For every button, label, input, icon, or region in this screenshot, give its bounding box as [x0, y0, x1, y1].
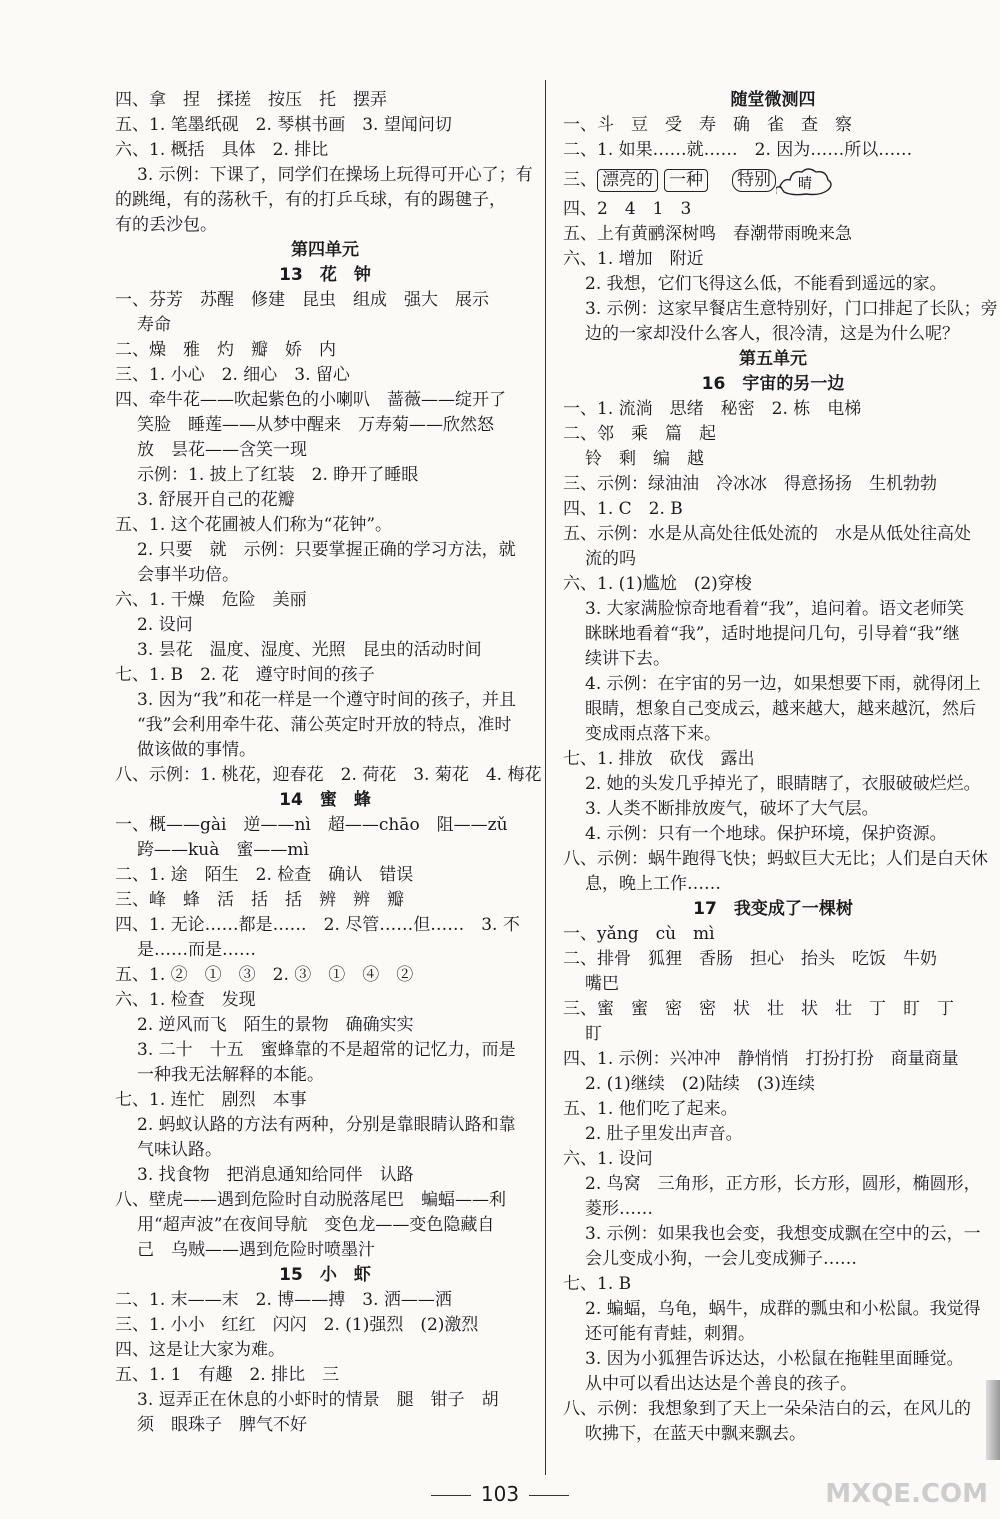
answer-line: 七、1. B: [563, 1274, 632, 1294]
answer-line: 四、1. C 2. B: [563, 499, 683, 519]
answer-line: 2. 逆风而飞 陌生的景物 确确实实: [137, 1015, 414, 1035]
cloud-drawing-icon: [776, 164, 836, 198]
answer-line: 四、拿 捏 揉搓 按压 托 摆弄: [115, 90, 387, 110]
answer-line: 三、1. 小小 红红 闪闪 2. (1)强烈 (2)激烈: [115, 1315, 479, 1335]
section-heading: 13 花 钟: [279, 265, 371, 285]
answer-line: 三、蜜 蜜 密 密 状 壮 状 壮 丁 盯 丁: [563, 999, 954, 1019]
answer-line: 四、1. 无论……都是…… 2. 尽管……但…… 3. 不: [115, 915, 520, 935]
answer-line: 气味认路。: [137, 1140, 222, 1160]
answer-line: 的跳绳，有的荡秋千，有的打乒乓球，有的踢毽子，: [115, 190, 506, 210]
answer-line: 一、yǎng cù mì: [563, 924, 715, 944]
answer-line: 做该做的事情。: [137, 740, 256, 760]
section-heading: 随堂微测四: [730, 90, 816, 110]
answer-line: 4. 示例：只有一个地球。保护环境，保护资源。: [585, 824, 947, 844]
answer-line: 2. 蚂蚁认路的方法有两种，分别是靠眼睛认路和靠: [137, 1115, 516, 1135]
section-heading: 17 我变成了一棵树: [693, 899, 853, 919]
answer-line: 3. 人类不断排放废气，破坏了大气层。: [585, 799, 879, 819]
answer-line: 2. 只要 就 示例：只要掌握正确的学习方法，就: [137, 540, 516, 560]
answer-line: 续讲下去。: [585, 649, 670, 669]
answer-line: 须 眼珠子 脾气不好: [137, 1415, 307, 1435]
answer-line: 八、示例：1. 桃花，迎春花 2. 荷花 3. 菊花 4. 梅花: [115, 765, 542, 785]
answer-line: 从中可以看出达达是个善良的孩子。: [585, 1374, 857, 1394]
boxed-answer: 一种: [664, 169, 708, 192]
answer-line: 八、壁虎——遇到危险时自动脱落尾巴 蝙蝠——利: [115, 1190, 506, 1210]
answer-line: 己 乌贼——遇到危险时喷墨汁: [137, 1240, 375, 1260]
answer-line: 四、这是让大家为难。: [115, 1340, 285, 1360]
answer-line: 三、峰 蜂 活 括 括 辨 辨 瓣: [115, 890, 404, 910]
answer-line: 3. 因为“我”和花一样是一个遵守时间的孩子，并且: [137, 690, 517, 710]
page-edge-mark: [986, 1380, 1000, 1460]
answer-line: 眼睛，想象自己变成云，越来越大，越来越沉，然后: [585, 699, 976, 719]
answer-line: 五、示例：水是从高处往低处流的 水是从低处往高处: [563, 524, 971, 544]
answer-line: 用“超声波”在夜间导航 变色龙——变色隐藏自: [137, 1215, 495, 1235]
answer-line: 2. 她的头发几乎掉光了，眼睛瞎了，衣服破破烂烂。: [585, 774, 981, 794]
answer-line: 3. 昙花 温度、湿度、光照 昆虫的活动时间: [137, 640, 482, 660]
answer-line: 二、1. 如果……就…… 2. 因为……所以……: [563, 140, 913, 160]
answer-line: 二、1. 末——末 2. 博——搏 3. 洒——洒: [115, 1290, 452, 1310]
boxed-answer: 特别: [732, 169, 776, 192]
answer-line: 3. 逗弄正在休息的小虾时的情景 腿 钳子 胡: [137, 1390, 499, 1410]
answer-line: 五、1. 这个花圃被人们称为“花钟”。: [115, 515, 393, 535]
answer-line: 笑脸 睡莲——从梦中醒来 万寿菊——欣然怒: [137, 415, 494, 435]
answer-line: 四、牵牛花——吹起紫色的小喇叭 蔷薇——绽开了: [115, 390, 506, 410]
answer-line: 3. 示例：这家早餐店生意特别好，门口排起了长队；旁: [585, 299, 998, 319]
answer-line: 四、1. 示例：兴冲冲 静悄悄 打扮打扮 商量商量: [563, 1049, 959, 1069]
answer-line: 六、1. 检查 发现: [115, 990, 256, 1010]
answer-line: 3. 舒展开自己的花瓣: [137, 490, 295, 510]
answer-line: 三、1. 小心 2. 细心 3. 留心: [115, 365, 350, 385]
answer-line: 一种我无法解释的本能。: [137, 1065, 324, 1085]
answer-line: 3. 示例：下课了，同学们在操场上玩得可开心了；有: [137, 165, 533, 185]
answer-line: 息，晚上工作……: [585, 874, 721, 894]
answer-line: 七、1. 排放 砍伐 露出: [563, 749, 755, 769]
answer-line: 二、燥 雅 灼 瓣 娇 内: [115, 340, 336, 360]
answer-line: 六、1. 设问: [563, 1149, 653, 1169]
answer-line: “我”会利用牵牛花、蒲公英定时开放的特点，准时: [137, 715, 512, 735]
answer-line: 流的吗: [585, 549, 636, 569]
answer-line: 六、1. (1)尴尬 (2)穿梭: [563, 574, 752, 594]
answer-line: 二、1. 途 陌生 2. 检查 确认 错误: [115, 865, 414, 885]
answer-prefix: 三、: [563, 170, 597, 190]
answer-line: 嘴巴: [585, 974, 619, 994]
answer-line: 四、2 4 1 3: [563, 199, 692, 219]
answer-line: 变成雨点落下来。: [585, 724, 721, 744]
section-heading: 16 宇宙的另一边: [701, 374, 845, 394]
section-heading: 第五单元: [739, 349, 807, 369]
page-number-dash-left: [431, 1495, 471, 1496]
answer-line: 一、斗 豆 受 寿 确 雀 查 察: [563, 115, 852, 135]
answer-line: 七、1. 连忙 剧烈 本事: [115, 1090, 307, 1110]
watermark-logo: MXQE.COM: [825, 1479, 988, 1509]
answer-line: 五、1. 笔墨纸砚 2. 琴棋书画 3. 望闻问切: [115, 115, 452, 135]
answer-line: 菱形……: [585, 1199, 653, 1219]
answer-line: 还可能有青蛙，刺猬。: [585, 1324, 755, 1344]
section-heading: 第四单元: [291, 240, 359, 260]
answer-line: 盯: [585, 1024, 602, 1044]
answer-line: 3. 找食物 把消息通知给同伴 认路: [137, 1165, 414, 1185]
answer-line: 2. 蝙蝠，乌龟，蜗牛，成群的瓢虫和小松鼠。我觉得: [585, 1299, 981, 1319]
section-heading: 14 蜜 蜂: [279, 790, 371, 810]
answer-line: 六、1. 概括 具体 2. 排比: [115, 140, 329, 160]
answer-line: 3. 二十 十五 蜜蜂靠的不是超常的记忆力，而是: [137, 1040, 516, 1060]
answer-line: 吹拂下，在蓝天中飘来飘去。: [585, 1424, 806, 1444]
answer-line: 三、示例：绿油油 冷冰冰 得意扬扬 生机勃勃: [563, 474, 937, 494]
answer-line: 2. 鸟窝 三角形，正方形，长方形，圆形，椭圆形，: [585, 1174, 981, 1194]
answer-line: 七、1. B 2. 花 遵守时间的孩子: [115, 665, 375, 685]
answer-line: 3. 大家满脸惊奇地看着“我”，追问着。语文老师笑: [585, 599, 965, 619]
answer-line: 眯眯地看着“我”，适时地提问几句，引导着“我”继: [585, 624, 960, 644]
right-column: [563, 88, 998, 1447]
boxed-answer: 漂亮的: [597, 169, 658, 192]
answer-line: 示例：1. 披上了红装 2. 睁开了睡眼: [137, 465, 419, 485]
answer-line: 是……而是……: [137, 940, 256, 960]
answer-line: 放 昙花——含笑一现: [137, 440, 307, 460]
cloud-text: 晴: [798, 175, 812, 192]
answer-line: 2. 我想，它们飞得这么低，不能看到遥远的家。: [585, 274, 947, 294]
page-number-dash-right: [529, 1495, 569, 1496]
answer-line: 五、1. 他们吃了起来。: [563, 1099, 738, 1119]
answer-line: 八、示例：蜗牛跑得飞快；蚂蚁巨大无比；人们是白天休: [563, 849, 988, 869]
answer-line: 边的一家却没什么客人，很冷清，这是为什么呢？: [585, 324, 959, 344]
answer-line: 4. 示例：在宇宙的另一边，如果想要下雨，就得闭上: [585, 674, 981, 694]
answer-line: 六、1. 增加 附近: [563, 249, 704, 269]
answer-line: 二、排骨 狐狸 香肠 担心 抬头 吃饭 牛奶: [563, 949, 937, 969]
answer-line: 3. 因为小狐狸告诉达达，小松鼠在拖鞋里面睡觉。: [585, 1349, 964, 1369]
answer-line: 3. 示例：如果我也会变，我想变成飘在空中的云，一: [585, 1224, 981, 1244]
answer-line: 2. 设问: [137, 615, 193, 635]
section-heading: 15 小 虾: [279, 1265, 371, 1285]
answer-line: 六、1. 干燥 危险 美丽: [115, 590, 307, 610]
answer-line: 会事半功倍。: [137, 565, 239, 585]
answer-line: 会儿变成小狗，一会儿变成狮子……: [585, 1249, 857, 1269]
answer-line: 一、1. 流淌 思绪 秘密 2. 栋 电梯: [563, 399, 862, 419]
answer-line: 一、芬芳 苏醒 修建 昆虫 组成 强大 展示: [115, 290, 489, 310]
answer-line: 2. (1)继续 (2)陆续 (3)连续: [585, 1074, 815, 1094]
column-divider: [545, 80, 546, 1475]
page-number-value: 103: [480, 1482, 520, 1506]
answer-line: 五、上有黄鹂深树鸣 春潮带雨晚来急: [563, 224, 852, 244]
answer-line: 铃 剩 编 越: [585, 449, 704, 469]
answer-line: 有的丢沙包。: [115, 215, 217, 235]
answer-line: 五、1. 1 有趣 2. 排比 三: [115, 1365, 340, 1385]
answer-line: 二、邻 乘 篇 起: [563, 424, 716, 444]
answer-line: 五、1. ② ① ③ 2. ③ ① ④ ②: [115, 965, 414, 985]
left-column: [115, 88, 542, 1438]
answer-line: 跨——kuà 蜜——mì: [137, 840, 309, 860]
answer-line: 寿命: [137, 315, 171, 335]
answer-line: 一、概——gài 逆——nì 超——chāo 阻——zǔ: [115, 815, 508, 835]
answer-line-special: [563, 163, 983, 197]
answer-line: 八、示例：我想象到了天上一朵朵洁白的云，在风儿的: [563, 1399, 971, 1419]
answer-line: 2. 肚子里发出声音。: [585, 1124, 743, 1144]
